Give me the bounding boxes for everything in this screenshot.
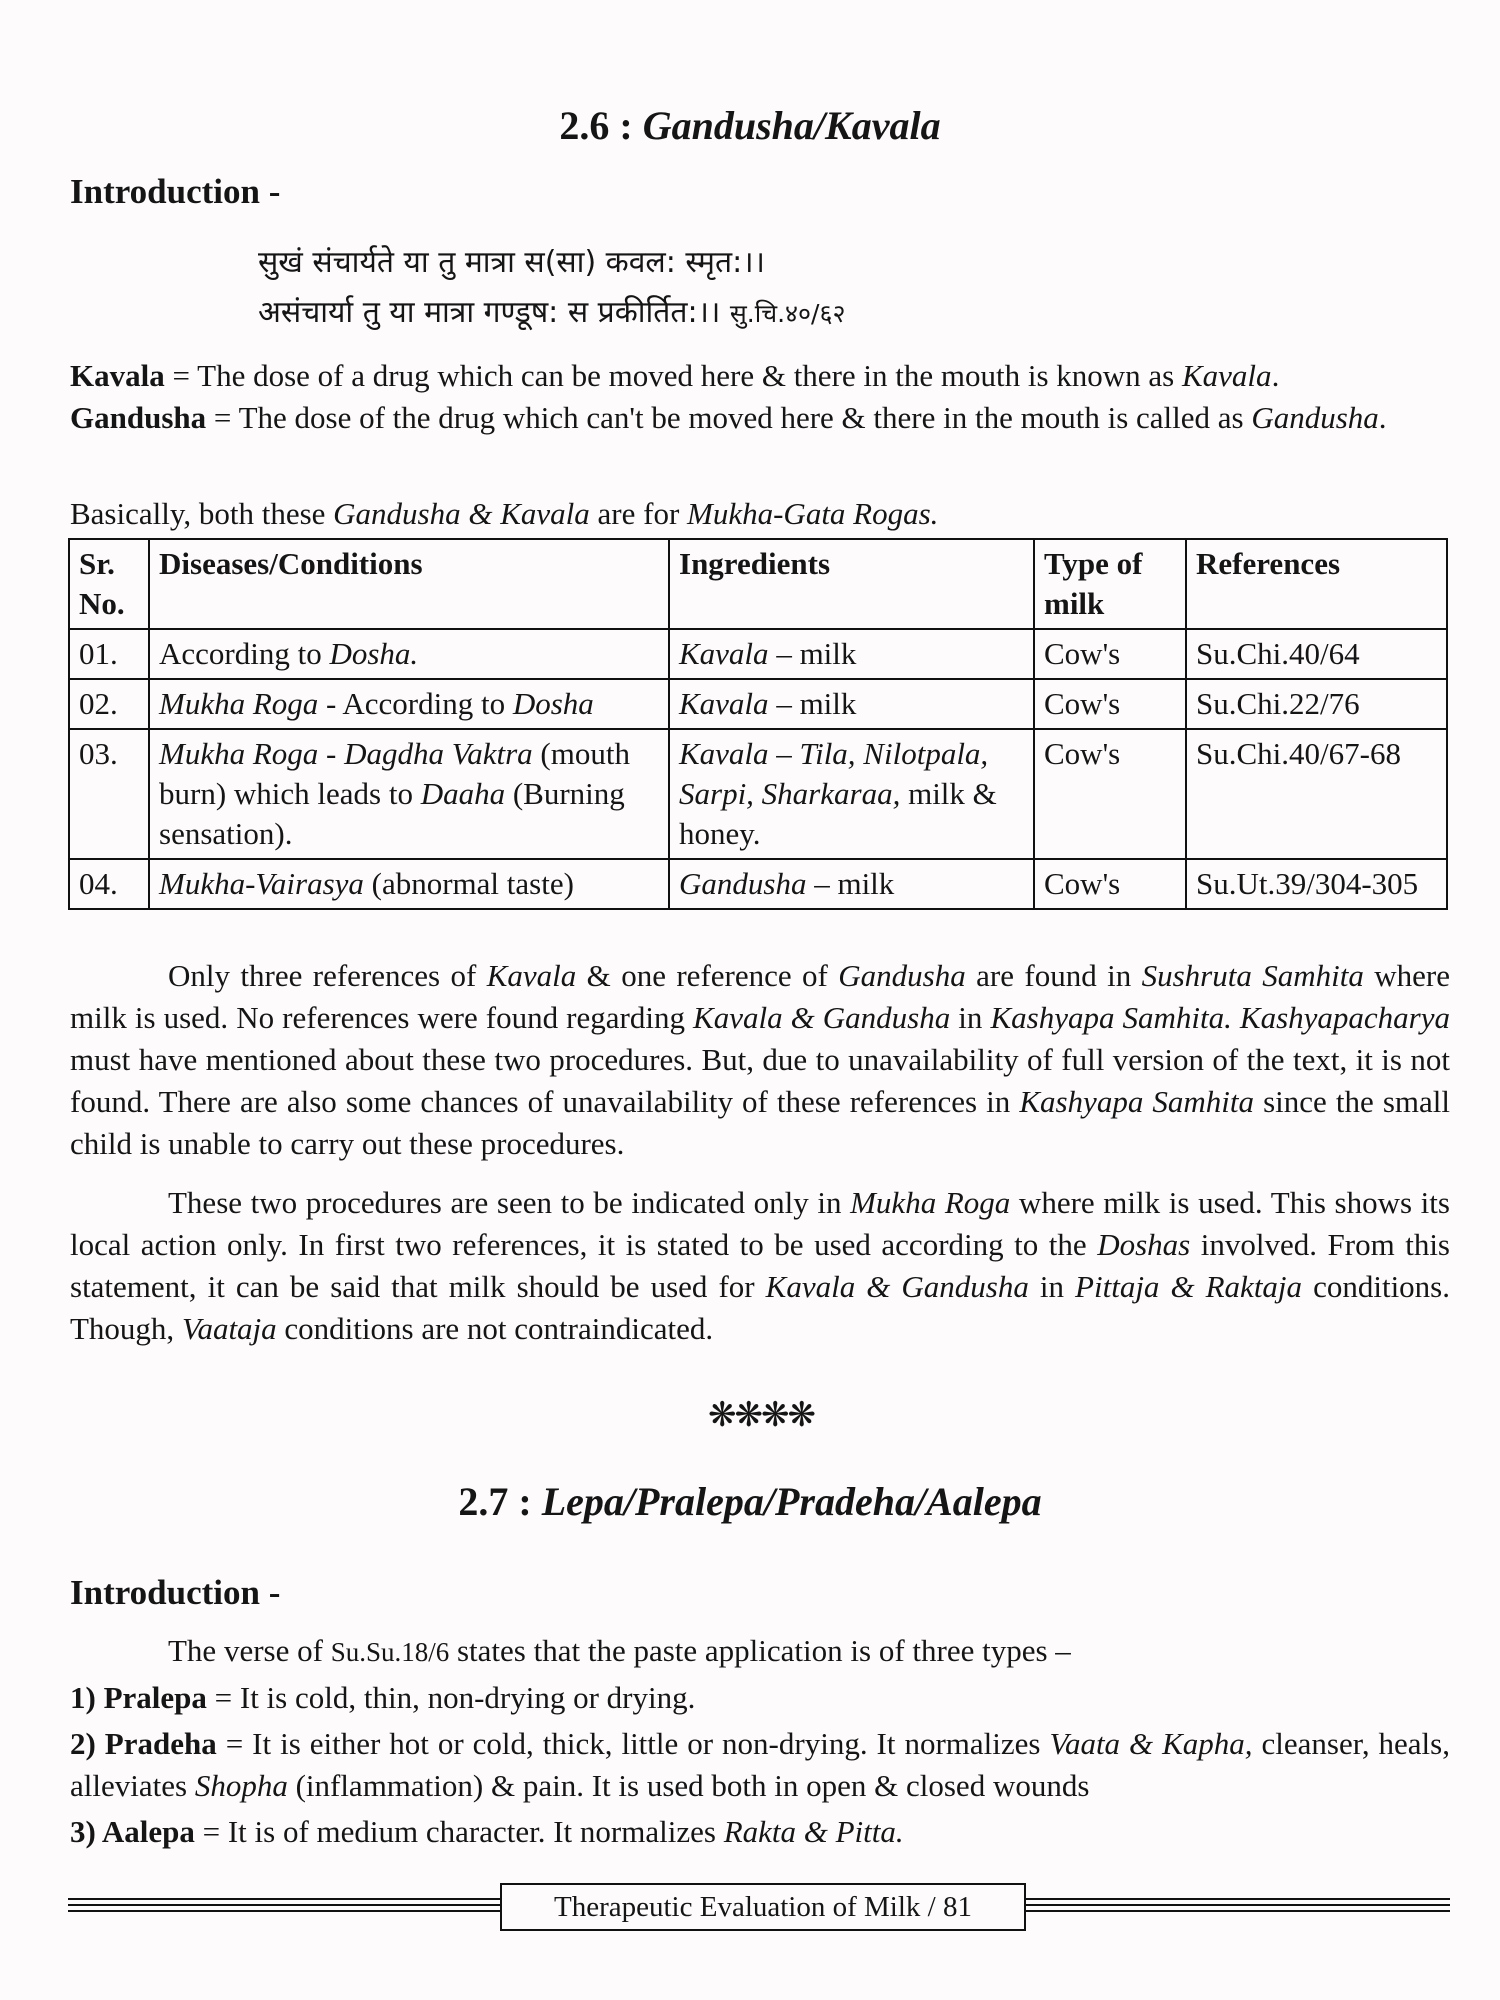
sanskrit-verse-line-2: असंचार्या तु या मात्रा गण्डूष: स प्रकीर्तित:।। सु.चि.४०/६२ <box>258 295 846 330</box>
kavala-definition: Kavala = The dose of a drug which can be moved here & there in the mouth is known as Kavala. <box>70 358 1280 393</box>
paragraph-references: Only three references of Kavala & one reference of Gandusha are found in Sushruta Samhita where milk is used. No references were found regarding Kavala & Gandusha in Kashyapa Samhita. Kashyapacharya must have mentioned about these two procedures. But, due to unavailability of full version of the text, it is not found. There are also some chances of unavailability of these references in Kashyapa Samhita since the small child is unable to carry out these procedures. <box>70 958 1451 1161</box>
intro-heading-1: Introduction - <box>70 172 281 211</box>
header-ingredients: Ingredients <box>669 539 1034 629</box>
paste-types <box>70 1630 1450 1853</box>
sanskrit-verse-line-1: सुखं संचार्यते या तु मात्रा स(सा) कवल: स्मृत:।। <box>258 245 765 280</box>
header-type-of-milk: Type of milk <box>1034 539 1186 629</box>
section-title-2-7: 2.7 : Lepa/Pralepa/Pradeha/Aalepa <box>458 1479 1042 1524</box>
definitions <box>70 355 1450 439</box>
table-header-row <box>69 539 1447 629</box>
table-row: 04. Mukha-Vairasya (abnormal taste) Gandusha – milk Cow's Su.Ut.39/304-305 <box>69 859 1447 909</box>
header-sr-no: Sr. No. <box>69 539 149 629</box>
header-references: References <box>1186 539 1447 629</box>
ornament-divider: ❋❋❋❋ <box>708 1397 814 1434</box>
basically-line: Basically, both these Gandusha & Kavala are for Mukha-Gata Rogas. <box>70 496 939 531</box>
pralepa-item: 1) Pralepa = It is cold, thin, non-drying or drying. <box>70 1680 696 1715</box>
paste-intro: The verse of Su.Su.18/6 states that the paste application is of three types – <box>168 1633 1071 1668</box>
table-row: 02. Mukha Roga - According to Dosha Kavala – milk Cow's Su.Chi.22/76 <box>69 679 1447 729</box>
pradeha-item: 2) Pradeha = It is either hot or cold, thick, little or non-drying. It normalizes Vaata & Kapha, cleanser, heals, alleviates Shopha (inflammation) & pain. It is used both in open & closed wounds <box>70 1726 1450 1803</box>
gandusha-definition: Gandusha = The dose of the drug which can't be moved here & there in the mouth is called as Gandusha. <box>70 400 1387 435</box>
verse-reference: सु.चि.४०/६२ <box>729 299 846 328</box>
table-row: 03. Mukha Roga - Dagdha Vaktra (mouth burn) which leads to Daaha (Burning sensation). Kavala – Tila, Nilotpala, Sarpi, Sharkaraa, milk & honey. Cow's Su.Chi.40/67-68 <box>69 729 1447 859</box>
milk-usage-table <box>68 538 1448 910</box>
aalepa-item: 3) Aalepa = It is of medium character. It normalizes Rakta & Pitta. <box>70 1814 904 1849</box>
section-title-2-6: 2.6 : Gandusha/Kavala <box>559 103 941 148</box>
footer-page-label: Therapeutic Evaluation of Milk / 81 <box>500 1883 1026 1931</box>
header-diseases: Diseases/Conditions <box>149 539 669 629</box>
paragraph-procedures: These two procedures are seen to be indicated only in Mukha Roga where milk is used. This shows its local action only. In first two references, it is stated to be used according to the Doshas involved. From this statement, it can be said that milk should be used for Kavala & Gandusha in Pittaja & Raktaja conditions. Though, Vaataja conditions are not contraindicated. <box>70 1185 1450 1346</box>
table-row: 01. According to Dosha. Kavala – milk Cow's Su.Chi.40/64 <box>69 629 1447 679</box>
intro-heading-2: Introduction - <box>70 1573 281 1612</box>
